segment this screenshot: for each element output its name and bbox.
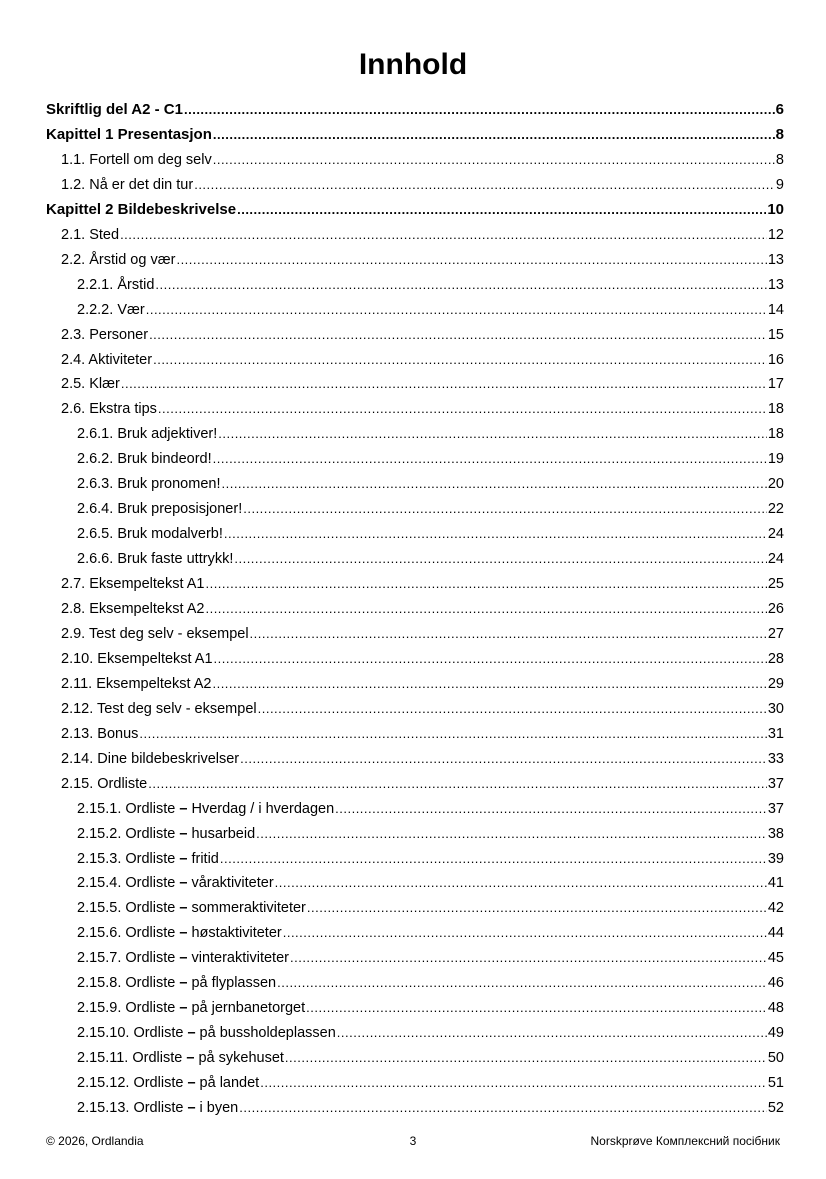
toc-entry-title: 2.15.9. Ordliste – på jernbanetorget [77,1000,306,1017]
toc-entry-text: på flyplassen [191,975,277,992]
toc-entry-title [61,151,212,169]
toc-entry-number: 2.15.5. [77,900,122,917]
toc-entry[interactable] [61,251,784,269]
toc-entry-number: 2.15.8. [77,975,122,992]
toc-leader-dots [277,974,767,992]
toc-entry[interactable] [77,1074,784,1092]
toc-entry-title [61,650,213,668]
toc-entry-text: Hverdag / i hverdagen [191,800,335,817]
toc-leader-dots [139,725,766,743]
toc-entry-prefix: Ordliste [133,1100,184,1116]
toc-entry-number: 2.6.2. [77,451,114,468]
toc-page-number: 28 [767,650,784,667]
toc-entry-text: Personer [89,326,149,343]
toc-entry-text: Dine bildebeskrivelser [97,750,240,767]
toc-entry-number: 2.6.1. [77,426,114,443]
toc-entry-text: Nå er det din tur [89,176,194,193]
toc-entry-title: 2.15.11. Ordliste – på sykehuset [77,1050,284,1067]
toc-entry-title [46,201,236,219]
toc-entry-number: 2.15. [61,775,94,792]
toc-entry-title [77,276,154,294]
toc-entry-title: 2.15.8. Ordliste – på flyplassen [77,975,277,992]
toc-entry-number: 1.1. [61,151,86,168]
toc-leader-dots [155,276,766,294]
toc-entry-number: 2.7. [61,576,86,593]
toc-entry[interactable] [77,949,784,967]
toc-entry-title [77,475,220,493]
toc-leader-dots [176,251,766,269]
toc-entry-title [61,575,204,593]
toc-entry-number: 2.14. [61,750,94,767]
toc-leader-dots [234,550,767,568]
toc-entry-title: 2.15.13. Ordliste – i byen [77,1100,239,1116]
toc-entry[interactable] [46,101,784,119]
toc-entry-title [61,375,120,393]
toc-leader-dots [224,525,767,543]
toc-entry-text: Bruk faste uttrykk! [117,551,234,568]
toc-entry-number: 2.11. [61,675,93,692]
toc-entry-number: 2.3. [61,326,86,343]
toc-entry-number: 2.6.4. [77,501,114,518]
toc-entry-number: 2.15.10. [77,1025,130,1042]
toc-entry-text: vinteraktiviteter [191,950,289,967]
toc-entry-title [61,400,157,418]
toc-entry-prefix: Ordliste [125,825,176,842]
toc-entry[interactable] [61,400,784,418]
toc-entry-text: Bruk adjektiver! [117,426,218,443]
toc-leader-dots [239,1099,767,1117]
toc-entry-text: Bruk preposisjoner! [117,501,243,518]
toc-page-number: 9 [775,176,784,193]
toc-entry-text: på landet [199,1075,260,1092]
toc-entry-number: 2.15.11. [77,1050,129,1067]
toc-entry-title [77,450,212,468]
toc-entry-text: husarbeid [191,825,256,842]
toc-leader-dots [256,825,767,843]
toc-entry[interactable] [61,375,784,393]
toc-entry-number: 2.15.12. [77,1075,130,1092]
toc-entry-number: 2.15.1. [77,800,122,817]
toc-page-number: 8 [775,151,784,168]
toc-entry[interactable] [77,874,784,892]
toc-page-number: 42 [767,900,784,917]
toc-leader-dots [214,650,767,668]
toc-entry-prefix: Ordliste [133,1025,184,1042]
toc-leader-dots [184,101,775,119]
toc-entry-text: Årstid [117,276,155,293]
toc-entry[interactable] [77,924,784,942]
toc-page-number: 48 [767,1000,784,1017]
toc-entry[interactable] [77,425,784,443]
toc-entry-text: Kapittel 2 Bildebeskrivelse [46,200,237,218]
toc-entry-text: på sykehuset [198,1050,284,1067]
toc-page-number: 24 [767,551,784,568]
toc-entry-title [61,725,138,743]
toc-leader-dots [121,375,767,393]
toc-entry[interactable] [77,974,784,992]
toc-leader-dots [240,750,767,768]
toc-page-number: 10 [767,200,784,218]
toc-entry-title [61,750,239,768]
toc-entry-text: Eksempeltekst A2 [89,601,205,617]
toc-leader-dots [213,126,775,144]
toc-page-number: 30 [767,700,784,717]
toc-page-number: 22 [767,501,784,518]
toc-entry-text: Bruk pronomen! [117,476,221,493]
toc-leader-dots [213,151,775,169]
toc-entry-title [77,301,145,319]
toc-entry[interactable] [77,825,784,843]
toc-entry-title [61,351,152,369]
footer-book-title: Norskprøve Комплексний посібник [590,1134,780,1148]
toc-page-number: 46 [767,975,784,992]
toc-entry[interactable] [77,1099,784,1117]
toc-entry-number: 2.15.3. [77,850,122,867]
toc-entry-number: 2.1. [61,226,86,243]
toc-leader-dots [258,700,767,718]
toc-leader-dots [337,1024,767,1042]
toc-leader-dots [120,226,767,244]
toc-entry[interactable] [77,1049,784,1067]
toc-entry-text: høstaktiviteter [191,925,282,942]
toc-entry[interactable] [46,201,784,219]
toc-entry-number: 2.2.2. [77,301,114,318]
toc-page-number: 44 [767,925,784,942]
toc-leader-dots [220,850,767,868]
toc-entry-text: på jernbanetorget [191,1000,306,1017]
toc-entry-text: Eksempeltekst A2 [96,675,212,692]
toc-entry[interactable] [61,650,784,668]
toc-entry[interactable] [61,675,784,693]
toc-page-number: 8 [775,125,784,143]
toc-entry-title [46,101,183,119]
toc-entry-number: 2.15.9. [77,1000,122,1017]
toc-entry-number: 2.4. [61,351,86,368]
toc-entry-text: Eksempeltekst A1 [89,576,205,593]
toc-entry-title [61,326,148,344]
toc-entry-text: Fortell om deg selv [89,151,212,168]
toc-leader-dots [335,800,767,818]
toc-leader-dots [307,899,767,917]
toc-entry-title: 2.15.2. Ordliste – husarbeid [77,825,256,842]
toc-leader-dots [213,450,767,468]
toc-entry-number: 2.5. [61,376,86,393]
toc-entry[interactable] [61,226,784,244]
toc-entry-text: Klær [89,376,120,393]
toc-page-number: 15 [767,326,784,343]
footer-copyright: © 2026, Ordlandia [46,1134,144,1148]
toc-entry-number: 1.2. [61,176,86,193]
toc-entry[interactable] [77,550,784,568]
toc-entry[interactable] [61,575,784,593]
toc-entry-number: 2.8. [61,601,86,617]
toc-entry-text: på bussholdeplassen [199,1025,336,1042]
toc-entry-number: 2.12. [61,700,94,717]
toc-page-number: 27 [767,625,784,642]
toc-page-number: 52 [767,1100,784,1116]
toc-entry[interactable] [77,525,784,543]
toc-entry[interactable] [77,800,784,818]
toc-page-number: 13 [767,251,784,268]
toc-leader-dots [158,400,767,418]
toc-entry-number: 2.6.3. [77,476,114,493]
toc-entry[interactable] [77,899,784,917]
toc-entry-text: Skriftlig del A2 - C1 [46,101,183,118]
toc-entry-number: 2.9. [61,625,86,642]
toc-entry-number: 2.6. [61,401,86,418]
toc-entry-prefix: Ordliste [125,850,176,867]
toc-entry[interactable] [77,1024,784,1042]
toc-leader-dots [290,949,767,967]
toc-entry-prefix: Ordliste [125,950,176,967]
page-footer [46,1134,780,1150]
toc-leader-dots [205,600,766,618]
toc-entry-number: 2.6.5. [77,526,114,543]
toc-page-number: 33 [767,750,784,767]
toc-entry-prefix: Ordliste [125,800,176,817]
toc-leader-dots [221,475,766,493]
toc-entry-number: 2.10. [61,650,94,667]
toc-page-number: 37 [767,775,784,792]
toc-entry[interactable] [77,500,784,518]
toc-entry-title: 2.15.3. Ordliste – fritid [77,850,219,867]
toc-entry[interactable] [77,276,784,294]
toc-entry-text: Bruk modalverb! [117,526,223,543]
toc-entry-text: sommeraktiviteter [191,900,306,917]
toc-page-number: 45 [767,950,784,967]
toc-entry[interactable] [77,301,784,319]
toc-entry-title [77,425,217,443]
toc-entry-title [61,251,175,269]
toc-entry-title: 2.15.12. Ordliste – på landet [77,1075,260,1092]
toc-leader-dots [283,924,767,942]
toc-leader-dots [260,1074,767,1092]
toc-page-number: 25 [767,576,784,593]
toc-entry-title [61,176,193,194]
toc-entry-title [77,500,242,518]
toc-page-number: 17 [767,376,784,393]
toc-entry-number: 2.13. [61,725,94,742]
toc-entry-prefix: Ordliste [125,975,176,992]
toc-entry[interactable] [61,775,784,793]
toc-page-number: 18 [767,401,784,418]
toc-entry-prefix: Ordliste [132,1050,183,1067]
toc-leader-dots [218,425,767,443]
toc-entry[interactable] [61,351,784,369]
toc-entry-number: 2.6.6. [77,551,114,568]
toc-entry-number: 2.15.6. [77,925,122,942]
toc-entry[interactable] [77,475,784,493]
toc-entry-title: 2.15.5. Ordliste – sommeraktiviteter [77,900,306,917]
toc-leader-dots [153,351,767,369]
toc-entry-text: Aktiviteter [88,351,153,368]
toc-leader-dots [146,301,767,319]
toc-leader-dots [306,999,767,1017]
toc-entry-text: Vær [117,301,145,318]
toc-entry-prefix: Ordliste [133,1075,184,1092]
toc-entry[interactable] [61,625,784,643]
toc-entry[interactable] [61,600,784,618]
toc-entry-number: 2.2. [61,251,86,268]
toc-page-number: 6 [775,101,784,118]
toc-leader-dots [285,1049,767,1067]
toc-page-number: 18 [767,426,784,443]
toc-entry-title [46,126,212,144]
toc-entry[interactable] [61,151,784,169]
toc-entry-prefix: Ordliste [125,1000,176,1017]
toc-entry[interactable] [61,326,784,344]
toc-page-number: 49 [767,1025,784,1042]
toc-page-number: 50 [767,1050,784,1067]
toc-leader-dots [194,176,775,194]
toc-page-number: 31 [767,725,784,742]
toc-page-number: 29 [767,675,784,692]
toc-page-number: 26 [767,601,784,617]
toc-entry-prefix: Ordliste [125,900,176,917]
toc-entry-title [61,600,204,618]
toc-page-number: 24 [767,526,784,543]
toc-page-number: 41 [767,875,784,892]
toc-entry[interactable] [61,176,784,194]
toc-entry-title: 2.15.7. Ordliste – vinteraktiviteter [77,950,289,967]
page-title: Innhold [358,48,468,81]
toc-entry-text: Test deg selv - eksempel [97,700,257,717]
toc-entry-title [61,226,119,244]
toc-entry-text: Sted [89,226,120,243]
toc-page-number: 12 [767,226,784,243]
toc-entry[interactable] [61,750,784,768]
toc-entry-text: Årstid og vær [89,251,176,268]
toc-entry-prefix: Ordliste [125,875,176,892]
toc-entry[interactable] [77,999,784,1017]
toc-entry-prefix: Ordliste [125,925,176,942]
toc-entry-text: i byen [199,1100,239,1116]
toc-entry[interactable] [77,450,784,468]
toc-entry-title [61,700,257,718]
toc-entry-text: våraktiviteter [191,875,274,892]
toc-leader-dots [250,625,767,643]
toc-entry-number: 2.15.13. [77,1100,130,1116]
toc-leader-dots [275,874,767,892]
toc-entry-number: 2.15.7. [77,950,122,967]
toc-entry-title: 2.15.1. Ordliste – Hverdag / i hverdagen [77,800,335,817]
toc-entry-number: 2.2.1. [77,276,114,293]
toc-entry-title: 2.15.4. Ordliste – våraktiviteter [77,875,274,892]
toc-entry-text: Test deg selv - eksempel [88,625,249,642]
toc-entry-text: Bruk bindeord! [117,451,212,468]
toc-page-number: 38 [767,825,784,842]
toc-entry[interactable] [61,700,784,718]
toc-leader-dots [148,775,767,793]
toc-page-number: 16 [767,351,784,368]
toc-leader-dots [205,575,766,593]
toc-entry-title: 2.15.6. Ordliste – høstaktiviteter [77,925,282,942]
toc-entry[interactable] [46,126,784,144]
toc-page-number: 13 [767,276,784,293]
toc-entry-text: Kapittel 1 Presentasjon [46,125,212,143]
toc-page-number: 39 [767,850,784,867]
toc-leader-dots [212,675,766,693]
toc-page-number: 14 [767,301,784,318]
toc-entry-text: fritid [191,850,219,867]
toc-entry-title [61,625,249,643]
footer-page-number: 3 [409,1134,417,1148]
toc-page-number: 37 [767,800,784,817]
toc-entry-text: Ordliste [97,775,148,792]
toc-leader-dots [149,326,767,344]
toc-leader-dots [237,201,766,219]
toc-entry-number: 2.15.2. [77,825,122,842]
toc-entry-text: Bonus [97,725,139,742]
toc-page-number: 19 [767,451,784,468]
toc-leader-dots [243,500,767,518]
toc-entry-title [61,775,147,793]
toc-entry[interactable] [77,850,784,868]
toc-page-number: 51 [767,1075,784,1092]
toc-entry-title: 2.15.10. Ordliste – på bussholdeplassen [77,1025,336,1042]
toc-page-number: 20 [767,476,784,493]
toc-entry-title [77,550,233,568]
toc-entry-text: Eksempeltekst A1 [97,650,213,667]
toc-entry-title [61,675,211,693]
toc-entry-title [77,525,223,543]
toc-entry-text: Ekstra tips [89,401,157,418]
toc-entry[interactable] [61,725,784,743]
toc-entry-number: 2.15.4. [77,875,122,892]
